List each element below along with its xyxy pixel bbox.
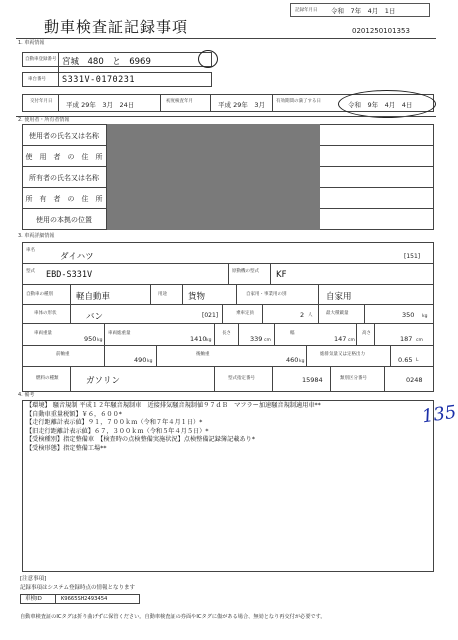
section-remarks: 4. 備考 [18,392,35,398]
first-reg-label: 初度検査年月 [166,99,193,104]
redacted-block [107,124,320,230]
user-name-label: 使用者の氏名又は名称 [29,132,99,140]
remark-line: 【旧走行距離計表示値】６７，３００ｋｍ（令和５年４月５日）* [26,427,209,435]
maker-code: [151] [404,253,421,260]
chassis-label: 車台番号 [28,77,46,82]
max-load-value: 350 [402,311,415,319]
remarks-list [26,402,430,454]
displacement-value: 0.65 [398,356,413,364]
shape-value: バン [86,312,104,322]
length-value: 339 [250,335,263,343]
max-load-unit: kg [422,314,428,319]
id-row [20,594,140,604]
section-user-owner: 2. 使用者・所有者情報 [18,117,70,123]
capacity-unit: 人 [308,313,313,318]
id-value: K9665SH2493454 [61,596,108,602]
id-label: 車検ID [25,596,42,602]
rear-axle-label: 後軸重 [196,352,210,357]
weight-label: 車両重量 [34,331,52,336]
issue-date: 平成 29年 3月 24日 [66,101,135,109]
remark-line: 【受検種別】指定整備車 【検査時の点検整備実施状況】点検整備記録簿記載あり* [26,436,255,444]
engine-label: 原動機の型式 [232,269,259,274]
plate-value: 宮城 480 と 6969 [62,57,151,67]
width-unit: cm [348,338,355,343]
chassis-value: S331V-0170231 [62,75,136,85]
section-vehicle-info: 1. 車両情報 [18,40,45,46]
height-label: 高さ [362,331,371,336]
handwritten-number: 135 [420,401,458,428]
base-location-label: 使用の本拠の位置 [36,216,92,224]
front-axle-unit: kg [147,359,153,364]
notice-text: 記録事項はシステム登録時点の情報となります [20,585,135,591]
maker-value: ダイハツ [60,252,94,262]
maker-label: 車名 [26,248,35,253]
private-value: 自家用 [326,292,352,302]
record-date-label: 記録年月日 [295,8,318,13]
owner-name-label: 所有者の氏名又は名称 [29,174,99,182]
remark-line: 【自動車重量税額】￥６，６００* [26,410,122,418]
gross-label: 車両総重量 [108,331,131,336]
gross-unit: kg [206,338,212,343]
front-axle-value: 490 [134,356,147,364]
remark-line: 【受検形態】指定整備工場** [26,444,107,452]
fuel-value: ガソリン [86,376,121,386]
category-label: 類別区分番号 [340,376,367,381]
owner-address-label: 所 有 者 の 住 所 [25,195,103,203]
weight-unit: kg [97,338,103,343]
plate-label: 自動車登録番号 [25,57,57,62]
section-vehicle-detail: 3. 車両詳細情報 [18,233,55,239]
height-value: 187 [400,335,413,343]
type-no-value: 15984 [302,376,323,384]
length-label: 長さ [222,331,231,336]
private-label: 自家用・事業用の別 [246,292,287,297]
width-value: 147 [334,335,347,343]
type-no-label: 型式指定番号 [228,376,255,381]
length-unit: cm [264,338,271,343]
shape-code: [021] [202,312,219,319]
kind-label: 自動車の種別 [26,292,53,297]
width-label: 幅 [290,331,295,336]
displacement-unit: L [416,358,419,363]
bottom-notice: 自動車検査証のICタグは折り曲げずに保管ください。自動車検査証の券面やICタグに傷がある場合、無効となり再交付が必要です。 [20,614,326,620]
use-value: 貨物 [188,292,206,302]
model-value: EBD-S331V [46,270,93,280]
capacity-label: 乗車定員 [236,311,254,316]
record-date: 令和 7年 4月 1日 [331,7,396,15]
max-load-label: 最大積載量 [326,311,349,316]
user-address-label: 使 用 者 の 住 所 [25,153,103,161]
use-label: 用途 [158,292,167,297]
expiry-date: 令和 9年 4月 4日 [348,101,413,109]
shape-label: 車体の形状 [34,311,57,316]
first-reg: 平成 29年 3月 [218,101,265,109]
expiry-hand-oval [338,90,436,118]
page-title: 動車検査証記録事項 [44,18,189,36]
fuel-label: 燃料の種類 [36,376,59,381]
remark-line: 【走行距離計表示値】９１，７００ｋｍ（令和７年４月１日）* [26,419,203,427]
category-value: 0248 [406,376,423,384]
remark-line: 【環境】 騒音規制 平成１２年騒音規制車 近接排気騒音規制値９７ｄＢ マフラー加速騒音規制適用車** [26,402,321,409]
height-unit: cm [416,338,423,343]
notice-label: [注意事項] [20,576,47,582]
doc-number: 0201250101353 [352,27,410,35]
kind-value: 軽自動車 [76,292,111,302]
gross-value: 1410 [190,335,207,343]
weight-value: 950 [84,335,97,343]
engine-value: KF [276,270,287,280]
expiry-label: 有効期間の満了する日 [276,99,321,104]
front-axle-label: 前軸重 [56,352,70,357]
capacity-value: 2 [300,311,305,319]
hand-circle-mark [198,50,218,68]
model-label: 型式 [26,269,35,274]
issue-date-label: 交付年月日 [30,99,53,104]
record-date-box [290,3,430,17]
rear-axle-value: 460 [286,356,299,364]
displacement-label: 総排気量又は定格出力 [320,352,365,357]
rear-axle-unit: kg [299,359,305,364]
